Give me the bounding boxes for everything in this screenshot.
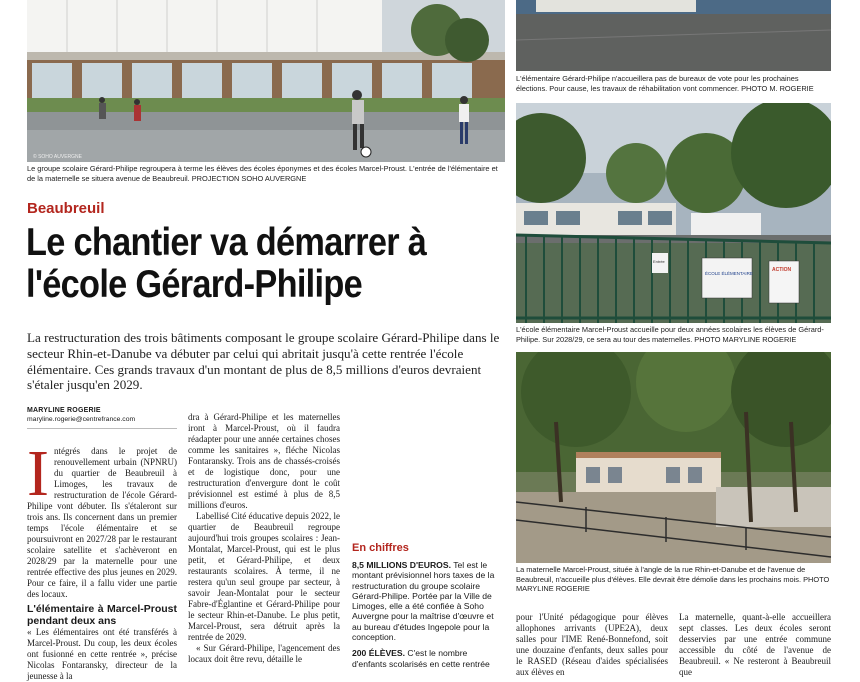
elementary-gerard-philipe-photo [516,0,831,71]
right-photo2-caption: L'école élémentaire Marcel-Proust accueille pour deux années scolaires les élèves de Gérard-Philipe. Sur 2028/29, ce sera au tour des maternelles. PHOTO MARYLINE ROGERIE [516,325,824,344]
drop-cap: I [27,437,49,510]
right-photo1-caption: L'élémentaire Gérard-Philipe n'accueillera pas de bureaux de vote pour les prochaines élections. Pour cause, les travaux de réhabilitation vont commencer. PHOTO M. ROGERIE [516,74,814,93]
byline [27,406,177,424]
top-photo-caption: Le groupe scolaire Gérard-Philipe regroupera à terme les élèves des écoles éponymes et des écoles Marcel-Proust. L'entrée de l'élémentaire et de la maternelle se situera avenue de Beaubreuil. PROJECTION SOHO AUVERGNE [27,164,498,183]
photo-watermark: © SOHO AUVERGNE [33,154,82,160]
column1-paragraph1: ntégrés dans le projet de renouvellement urbain (NPNRU) du quartier de Beaubreuil à Limoges, les travaux de restructuration de l'école Gérard-Philipe vont débuter. Ils s'étaleront sur trois ans. Ils concernent dans un premier temps l'école élémentaire et se poursuivront en 2027/28 par le restaurant scolaire satellite et s'achèveront en 2028/29 par la maternelle pour une rentrée effective des plus jeunes en 2029. Pour ce faire, il a fallu vider une partie des locaux. [27,446,177,599]
article-column-1 [27,437,177,682]
article-column-4: La maternelle, quant-à-elle accueillera sept classes. Les deux écoles seront desservies par une entrée commune accessible du côté de l'avenue de Beaubreuil. « Ne resteront à Beaubreuil que [679,612,831,677]
column2-paragraph3: « Sur Gérard-Philipe, l'agencement des locaux doit être revu, détaille le [188,643,340,664]
article-kicker: Beaubreuil [27,200,105,217]
marcel-proust-kindergarten-photo [516,352,831,563]
right-photo3-caption: La maternelle Marcel-Proust, située à l'angle de la rue Rhin-et-Danube et de l'avenue de Beaubreuil, n'accueille plus d'élèves. Elle devrait être démolie dans les prochains mois. PHOTO MARYLINE ROGERIE [516,565,830,594]
fact-pupils-lead: 200 ÉLÈVES. [352,648,406,659]
facts-box [352,560,502,669]
fact-budget-lead: 8,5 MILLIONS D'EUROS. [352,560,451,570]
article-standfirst: La restructuration des trois bâtiments composant le groupe scolaire Gérard-Philipe dans le secteur Rhin-et-Danube va débuter par celui qui abritait jusqu'à cette rentrée l'école élémentaire. Ces grands travaux d'un montant de plus de 8,5 millions d'euros devraient s'étaler jusqu'en 2029. [27,330,500,393]
column1-paragraph2: « Les élémentaires ont été transférés à Marcel-Proust. Du coup, les deux écoles ont fusionné en cette rentrée », précise Nicolas Fontaransky, directeur de la jeunesse à la [27,627,177,681]
marcel-proust-elementary-photo [516,103,831,323]
fact-pupils [352,648,502,669]
poster-sign: ACTION [772,267,792,273]
author-email[interactable]: maryline.rogerie@centrefrance.com [27,416,136,423]
fact-pupils-text: C'est le nombre d'enfants scolarisés en cette rentrée [352,648,490,669]
school-sign: ÉCOLE ÉLÉMENTAIRE [705,271,753,276]
author-name: MARYLINE ROGERIE [27,407,101,414]
column2-paragraph1: dra à Gérard-Philipe et les maternelles iront à Marcel-Proust, où il faudra réadapter pour une année certaines choses comme les sanitaires », fléche Nicolas Fontaransky. Trois ans de chassés-croisés et de logistique donc, pour une restructuration d'envergure dont le coût prévisionnel est estimé à plus de 8,5 millions d'euros. [188,412,340,510]
byline-rule [27,428,177,429]
column1-subheading: L'élémentaire à Marcel-Proust pendant deux ans [27,603,177,627]
fact-budget-text: Tel est le montant prévisionnel hors taxes de la restructuration du groupe scolaire Gérard-Philipe. Portée par la Ville de Limoges, elle a été confiée à Soho Auvergne pour la maîtrise d'œuvre et au bureau d'études Ingepole pour la conception. [352,560,495,643]
article-headline: Le chantier va démarrer à l'école Gérard-Philipe [26,221,427,306]
fact-budget [352,560,502,642]
column2-paragraph2: Labellisé Cité éducative depuis 2022, le quartier de Beaubreuil regroupe aujourd'hui trois groupes scolaires : Jean-Montalat, Marcel-Proust, qui est le plus petit, et Gérard-Philipe, et deux restaurants scolaires. À terme, il ne restera qu'un seul groupe par secteur, à savoir Jean-Montalat pour le secteur Fabre-d'Églantine et Gérard-Philipe pour le secteur Rhin-et-Danube. Le plus petit, Marcel-Proust, sera détruit après la rentrée de 2029. [188,511,340,642]
article-column-2 [188,412,340,665]
entrance-sign: Entrée [653,259,665,264]
project-rendering-photo [27,0,505,162]
facts-title: En chiffres [352,542,409,554]
article-column-3: pour l'Unité pédagogique pour élèves allophones arrivants (UPE2A), deux salles pour l'IME René-Bonnefond, soit une douzaine d'enfants, deux salles pour le RASED (Réseau d'aides spécialisées aux élèves en [516,612,668,677]
